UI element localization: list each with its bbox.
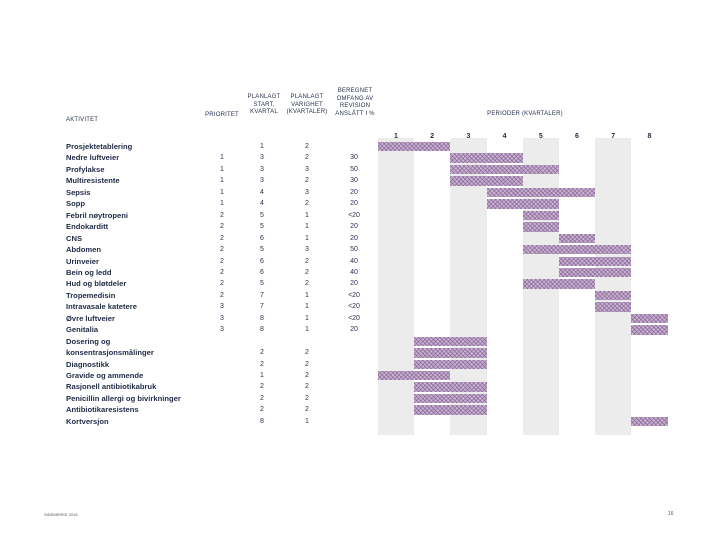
cell-prioritet: 2 bbox=[220, 291, 224, 299]
activity-name: Sepsis bbox=[66, 187, 91, 197]
activity-name: Nedre luftveier bbox=[66, 153, 120, 163]
cell-start: 6 bbox=[260, 257, 264, 265]
activity-name: Dosering og bbox=[66, 336, 111, 346]
activity-name: Øvre luftveier bbox=[66, 313, 115, 323]
cell-prioritet: 1 bbox=[220, 200, 224, 208]
cell-varighet: 1 bbox=[305, 303, 309, 311]
cell-omfang: 20 bbox=[350, 234, 358, 242]
cell-varighet: 3 bbox=[305, 165, 309, 173]
cell-varighet: 1 bbox=[305, 234, 309, 242]
cell-start: 2 bbox=[260, 406, 264, 414]
gantt-bar bbox=[414, 394, 486, 403]
header-prioritet: PRIORITET bbox=[205, 112, 239, 118]
cell-prioritet: 2 bbox=[220, 280, 224, 288]
cell-start: 5 bbox=[260, 246, 264, 254]
cell-omfang: 50 bbox=[350, 165, 358, 173]
cell-start: 3 bbox=[260, 165, 264, 173]
cell-prioritet: 3 bbox=[220, 314, 224, 322]
cell-start: 2 bbox=[260, 349, 264, 357]
period-number: 6 bbox=[575, 133, 579, 140]
gantt-bar bbox=[523, 279, 595, 288]
activity-name: Diagnostikk bbox=[66, 359, 110, 369]
gantt-bar bbox=[595, 302, 631, 311]
gantt-bar bbox=[487, 188, 596, 197]
cell-omfang: <20 bbox=[348, 303, 360, 311]
gantt-bar bbox=[559, 268, 631, 277]
gantt-bar bbox=[523, 211, 559, 220]
cell-prioritet: 2 bbox=[220, 211, 224, 219]
cell-start: 2 bbox=[260, 360, 264, 368]
cell-start: 8 bbox=[260, 314, 264, 322]
cell-varighet: 1 bbox=[305, 291, 309, 299]
cell-varighet: 2 bbox=[305, 383, 309, 391]
gantt-bar bbox=[595, 291, 631, 300]
gantt-bar bbox=[523, 245, 632, 254]
cell-omfang: 50 bbox=[350, 246, 358, 254]
activity-name: Urinveier bbox=[66, 256, 99, 266]
period-column-bg bbox=[378, 138, 414, 435]
period-number: 1 bbox=[394, 133, 398, 140]
cell-varighet: 2 bbox=[305, 280, 309, 288]
activity-name: CNS bbox=[66, 233, 83, 243]
activity-name: Sopp bbox=[66, 199, 85, 209]
cell-prioritet: 1 bbox=[220, 177, 224, 185]
cell-varighet: 1 bbox=[305, 314, 309, 322]
cell-varighet: 2 bbox=[305, 143, 309, 150]
gantt-bar bbox=[559, 257, 631, 266]
activity-name: Penicillin allergi og bivirkninger bbox=[66, 393, 181, 403]
activity-name: Bein og ledd bbox=[66, 267, 112, 277]
cell-start: 8 bbox=[260, 417, 264, 425]
cell-prioritet: 2 bbox=[220, 246, 224, 254]
cell-varighet: 3 bbox=[305, 188, 309, 196]
cell-varighet: 2 bbox=[305, 200, 309, 208]
cell-start: 7 bbox=[260, 291, 264, 299]
cell-varighet: 2 bbox=[305, 349, 309, 357]
cell-varighet: 2 bbox=[305, 406, 309, 414]
cell-prioritet: 1 bbox=[220, 154, 224, 162]
cell-varighet: 2 bbox=[305, 177, 309, 185]
activity-name: Gravide og ammende bbox=[66, 371, 144, 380]
period-number: 7 bbox=[611, 133, 616, 140]
cell-prioritet: 2 bbox=[220, 257, 224, 265]
cell-start: 4 bbox=[260, 188, 264, 196]
gantt-bar bbox=[378, 142, 450, 151]
cell-varighet: 2 bbox=[305, 372, 309, 379]
cell-start: 2 bbox=[260, 383, 264, 391]
cell-varighet: 1 bbox=[305, 223, 309, 231]
cell-omfang: 20 bbox=[350, 188, 358, 196]
activity-name: Rasjonell antibiotikabruk bbox=[66, 382, 157, 392]
cell-prioritet: 1 bbox=[220, 165, 224, 173]
cell-start: 6 bbox=[260, 268, 264, 276]
cell-omfang: 30 bbox=[350, 154, 358, 162]
activity-name: Multiresistente bbox=[66, 176, 120, 186]
header-revision-scope: BEREGNET OMFANG AV REVISION ANSLÅTT I % bbox=[335, 88, 375, 117]
cell-varighet: 2 bbox=[305, 268, 309, 276]
gantt-bar bbox=[631, 314, 667, 323]
gantt-bar bbox=[414, 348, 486, 357]
gantt-bar bbox=[523, 222, 559, 231]
gantt-bar bbox=[559, 234, 595, 243]
cell-start: 1 bbox=[260, 143, 264, 150]
cell-prioritet: 1 bbox=[220, 188, 224, 196]
cell-varighet: 2 bbox=[305, 257, 309, 265]
cell-varighet: 1 bbox=[305, 211, 309, 219]
cell-varighet: 2 bbox=[305, 360, 309, 368]
activity-name: Abdomen bbox=[66, 245, 102, 255]
page-number: 16 bbox=[668, 511, 674, 517]
cell-prioritet: 3 bbox=[220, 326, 224, 334]
gantt-bar bbox=[631, 325, 667, 334]
header-aktivitet: AKTIVITET bbox=[66, 117, 99, 123]
period-number: 2 bbox=[430, 133, 435, 140]
activity-name: Intravasale katetere bbox=[66, 302, 137, 312]
header-planned-start: PLANLAGT START, KVARTAL bbox=[247, 94, 281, 115]
cell-omfang: 30 bbox=[350, 177, 358, 185]
gantt-bar bbox=[487, 199, 559, 208]
period-number: 8 bbox=[647, 133, 652, 140]
cell-start: 5 bbox=[260, 223, 264, 231]
cell-start: 8 bbox=[260, 326, 264, 334]
cell-prioritet: 2 bbox=[220, 268, 224, 276]
activity-name: Antibiotikaresistens bbox=[66, 405, 139, 415]
activity-name: konsentrasjonsmålinger bbox=[66, 348, 154, 358]
cell-start: 4 bbox=[260, 200, 264, 208]
cell-omfang: 20 bbox=[350, 326, 358, 334]
cell-varighet: 2 bbox=[305, 394, 309, 402]
cell-start: 6 bbox=[260, 234, 264, 242]
cell-omfang: <20 bbox=[348, 314, 360, 322]
cell-omfang: <20 bbox=[348, 291, 360, 299]
cell-start: 5 bbox=[260, 211, 264, 219]
header-periods: PERIODER (KVARTALER) bbox=[487, 111, 563, 117]
cell-omfang: <20 bbox=[348, 211, 360, 219]
cell-varighet: 1 bbox=[305, 326, 309, 334]
gantt-bar bbox=[450, 176, 522, 185]
cell-omfang: 20 bbox=[350, 280, 358, 288]
activity-name: Prosjektetablering bbox=[66, 142, 133, 151]
gantt-bar bbox=[414, 405, 486, 414]
activity-name: Profylakse bbox=[66, 164, 105, 174]
activity-name: Genitalia bbox=[66, 325, 99, 335]
cell-start: 5 bbox=[260, 280, 264, 288]
cell-start: 1 bbox=[260, 372, 264, 379]
period-number: 3 bbox=[466, 133, 471, 140]
cell-prioritet: 2 bbox=[220, 234, 224, 242]
cell-varighet: 2 bbox=[305, 154, 309, 162]
cell-prioritet: 3 bbox=[220, 303, 224, 311]
header-planned-duration: PLANLAGT VARIGHET (KVARTALER) bbox=[286, 94, 328, 115]
activity-name: Febril nøytropeni bbox=[66, 210, 129, 220]
activity-name: Tropemedisin bbox=[66, 290, 116, 300]
gantt-bar bbox=[414, 337, 486, 346]
period-number: 5 bbox=[538, 133, 543, 140]
gantt-bar bbox=[378, 371, 450, 380]
cell-varighet: 3 bbox=[305, 246, 309, 254]
gantt-bar bbox=[414, 382, 486, 391]
gantt-bar bbox=[414, 360, 486, 369]
cell-omfang: 40 bbox=[350, 268, 358, 276]
cell-omfang: 40 bbox=[350, 257, 358, 265]
cell-start: 2 bbox=[260, 394, 264, 402]
cell-omfang: 20 bbox=[350, 223, 358, 231]
cell-prioritet: 2 bbox=[220, 223, 224, 231]
activity-name: Endokarditt bbox=[66, 222, 109, 232]
cell-start: 7 bbox=[260, 303, 264, 311]
activity-name: Kortversjon bbox=[66, 416, 109, 426]
footer-label: SIDEMERKE 2016 bbox=[44, 512, 78, 517]
cell-omfang: 20 bbox=[350, 200, 358, 208]
gantt-bar bbox=[631, 417, 667, 426]
period-number: 4 bbox=[502, 133, 507, 140]
cell-start: 3 bbox=[260, 177, 264, 185]
gantt-bar bbox=[450, 153, 522, 162]
cell-start: 3 bbox=[260, 154, 264, 162]
period-column-bg bbox=[595, 138, 631, 435]
gantt-bar bbox=[450, 165, 559, 174]
cell-varighet: 1 bbox=[305, 417, 309, 425]
activity-name: Hud og bløtdeler bbox=[66, 279, 127, 289]
